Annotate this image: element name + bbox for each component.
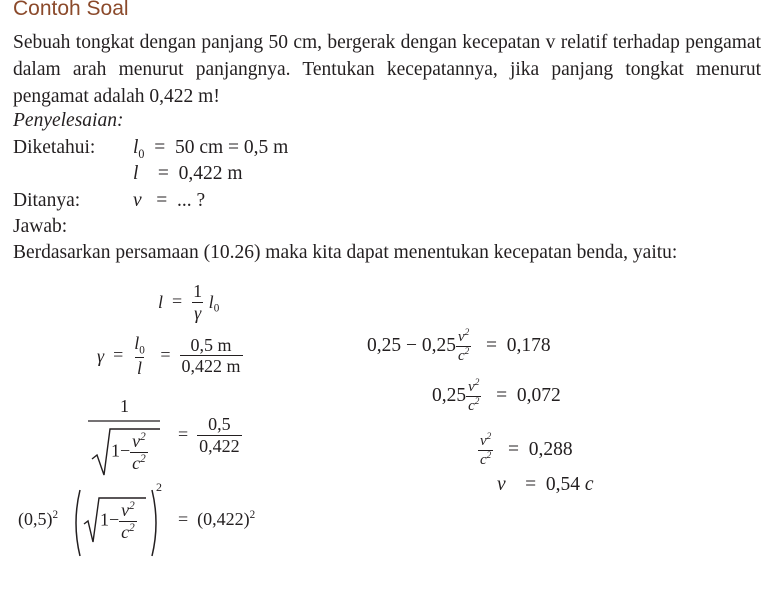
squared-radicand: 1− $\frac{v^2}{c^2}$ [100,500,135,542]
result-value: 0,54 [545,474,581,495]
left-paren [76,490,80,556]
answer-label: Jawab: [13,216,68,237]
asked-value: ... ? [177,190,206,211]
ratio-denominator: 0,422 [199,435,240,456]
step-1-value: 0,178 [506,334,551,356]
problem-statement [13,29,761,110]
known-l0-line: $l_0 = 50$ cm = 0,5 m [133,137,289,161]
ratio-numerator: 0,5 [208,414,231,434]
known-label: Diketahui: [13,137,96,158]
lorentz-numerator: 1 [120,396,129,416]
asked-line: v = ... ? [133,190,206,211]
step-2-value: 0,072 [516,384,561,406]
example-title: Contoh Soal [13,0,129,20]
squared-rhs: = $(0,422)^2$ [178,509,256,529]
squared-exponent: 2 [156,480,162,494]
problem-text: Sebuah tongkat dengan panjang 50 cm, bergerak dengan kecepatan v relatif terhadap pengamat dalam arah menurut panjangnya. Tentukan kecepatannya, jika panjang tongkat menurut pengamat adalah 0,422 m! [13,32,761,107]
step-3-value: 0,288 [528,438,573,460]
equation-ratio: = $\frac{0,5}{0,422}$ [178,414,240,456]
equation-step-2: 0,25 $\frac{v^2}{c^2}$ = 0,072 [432,378,561,414]
equation-result: v = 0,54 c [497,474,594,495]
known-l-value: 0,422 m [178,163,243,184]
solution-heading: Penyelesaian: [13,110,124,131]
known-l-line: l = 0,422 m [133,163,243,184]
equation-step-1: 0,25 − 0,25 $\frac{v^2}{c^2}$ = 0,178 [367,328,551,364]
gamma-denominator: 0,422 m [181,356,241,377]
asked-label: Ditanya: [13,190,81,211]
equation-step-3: $\frac{v^2}{c^2}$ = 0,288 [480,432,573,468]
right-paren [152,490,156,556]
lorentz-radicand: 1− $\frac{v^2}{c^2}$ [111,431,146,473]
equation-gamma: γ = $\frac{l_0}{l}$ = $\frac{0,5 m}{0,422 m}$ [97,333,241,378]
equation-l-gamma: l = $\frac{1}{\gamma}$ $l_0$ [158,281,220,323]
solution-intro: Berdasarkan persamaan (10.26) maka kita dapat menentukan kecepatan benda, yaitu: [13,242,678,263]
gamma-numerator: 0,5 m [190,334,232,355]
known-l0-value: 50 cm = 0,5 m [174,137,289,158]
squared-lhs-factor: $(0,5)^2$ [18,509,59,529]
